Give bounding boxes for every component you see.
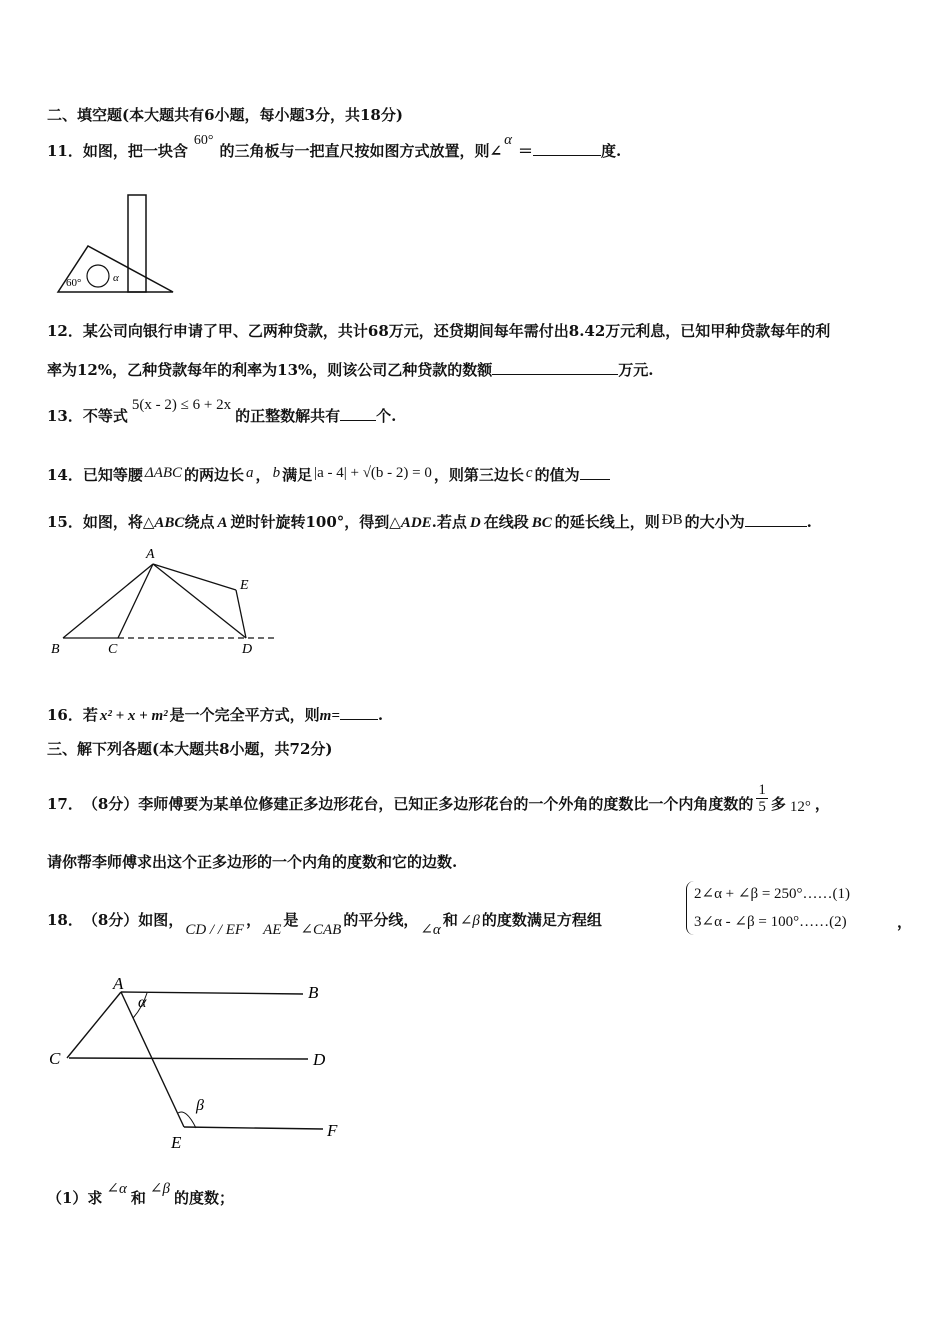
label-point-C: C	[49, 1049, 61, 1068]
figure-parallel-lines	[45, 972, 355, 1152]
figure-rotated-triangles	[45, 542, 285, 660]
angle-60-degree: 60°	[193, 133, 214, 148]
answer-blank[interactable]	[745, 512, 807, 527]
answer-blank[interactable]	[533, 141, 601, 156]
label-point-B: B	[51, 642, 60, 657]
question-17-line2: 请你帮李师傅求出这个正多边形的一个内角的度数和它的边数.	[47, 853, 458, 871]
equation-1: 2∠α + ∠β = 250°……(1)	[694, 886, 851, 902]
label-alpha: α	[113, 272, 119, 284]
label-beta: β	[196, 1097, 204, 1114]
equation-2: 3∠α - ∠β = 100°……(2)	[694, 914, 847, 930]
label-point-B: B	[308, 983, 319, 1002]
line-EF	[184, 1127, 323, 1129]
question-12-line2: 率为12%，乙种贷款每年的利率为13%，则该公司乙种贷款的数额 万元.	[47, 361, 654, 379]
section-heading-fill-in: 二、填空题(本大题共有6小题，每小题3分，共18分)	[47, 106, 403, 124]
ruler	[128, 195, 146, 292]
question-17-line1: 17．（8分）李师傅要为某单位修建正多边形花台，已知正多边形花台的一个外角的度数比一个内角度数的 $\frac{1}{5}$ 多 12° ，	[47, 782, 830, 815]
fraction-one-fifth: $\frac{1}{5}$	[758, 782, 766, 815]
answer-blank[interactable]	[492, 360, 618, 375]
answer-blank[interactable]	[340, 406, 376, 421]
label-point-E: E	[171, 1133, 182, 1152]
label-point-F: F	[327, 1121, 338, 1140]
equation: |a - 4| + √(b - 2) = 0	[314, 465, 432, 481]
inequality: 5(x - 2) ≤ 6 + 2x	[131, 397, 232, 413]
line-AE	[121, 992, 184, 1127]
question-18: 18．（8分）如图，CD / / EF，AE是∠CAB的平分线，∠α和 ∠β 的度数满足方程组	[47, 911, 602, 938]
segment-AE	[153, 564, 236, 590]
question-12-line1: 12．某公司向银行申请了甲、乙两种贷款，共计68万元，还贷期间每年需付出8.42万元利息，已知甲种贷款每年的利	[47, 322, 831, 340]
label-point-A: A	[113, 974, 124, 993]
segment-AD	[153, 564, 246, 638]
expression: x² + x + m²	[99, 708, 168, 724]
line-CD	[69, 1058, 308, 1059]
question-18-part-1: （1）求 ∠α 和 ∠β 的度数；	[47, 1181, 234, 1207]
answer-blank[interactable]	[580, 465, 610, 480]
figure-triangle-ruler	[55, 192, 180, 298]
label-point-A: A	[146, 547, 155, 562]
label-alpha: α	[138, 994, 147, 1011]
label-point-D: D	[242, 642, 253, 657]
question-15: 15．如图，将△ABC绕点 A 逆时针旋转100°，得到△ADE.若点 D 在线段 BC 的延长线上，则 ÐB 的大小为 .	[47, 512, 812, 531]
set-square-hole	[87, 265, 109, 287]
section-heading-solve: 三、解下列各题(本大题共8小题，共72分)	[47, 740, 333, 758]
line-AB	[121, 992, 303, 994]
line-AC	[67, 992, 121, 1058]
answer-blank[interactable]	[340, 705, 378, 720]
label-point-C: C	[108, 642, 118, 657]
label-60-degree: 60°	[66, 277, 82, 289]
question-16: 16．若 x² + x + m² 是一个完全平方式，则m= .	[47, 706, 384, 724]
question-13: 13．不等式5(x - 2) ≤ 6 + 2x的正整数解共有 个.	[47, 397, 397, 425]
label-point-E: E	[240, 578, 249, 593]
question-11: 11．如图，把一块含60°的三角板与一把直尺按如图方式放置，则∠α＝ 度.	[47, 132, 622, 160]
question-14: 14．已知等腰 ΔABC 的两边长 a ， b 满足 |a - 4| + √(b - 2) = 0 ，则第三边长 c 的值为	[47, 464, 610, 485]
label-point-D: D	[313, 1050, 326, 1069]
segment-BA	[63, 564, 153, 638]
segment-CA	[118, 564, 153, 638]
